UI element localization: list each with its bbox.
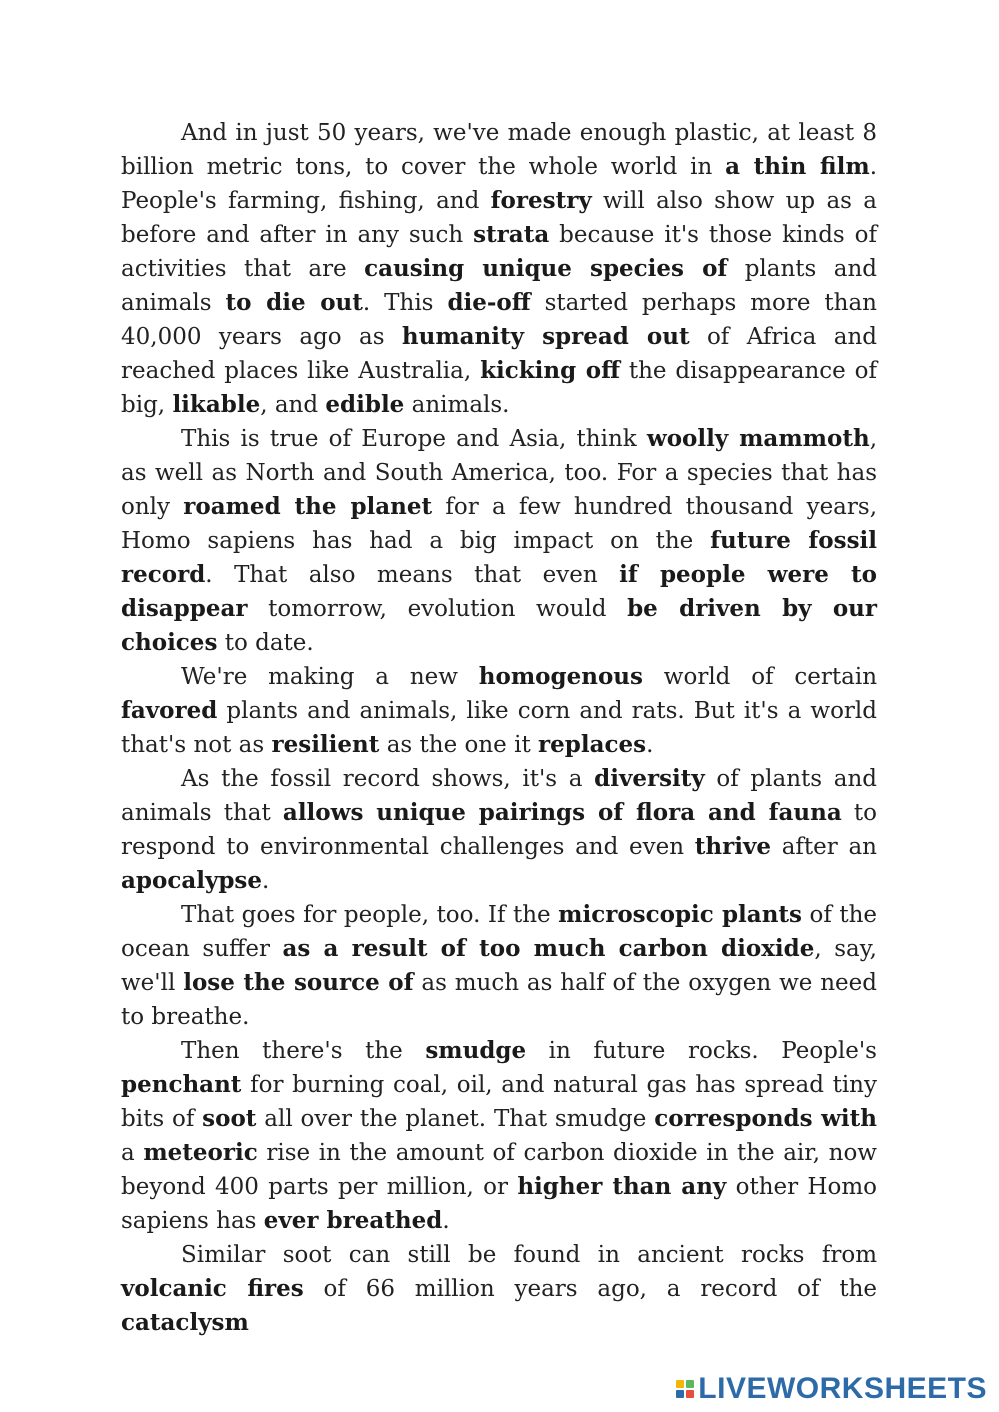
text-run: . That also means that even — [205, 562, 620, 588]
bold-phrase: forestry — [490, 187, 592, 214]
bold-phrase: be driven by our choices — [121, 595, 877, 656]
text-run: We're making a new — [181, 664, 479, 690]
text-run: Then there's the — [181, 1038, 426, 1064]
bold-phrase: roamed the planet — [183, 493, 433, 520]
bold-phrase: higher than any — [517, 1173, 727, 1200]
text-run: Similar soot can still be found in ancient rocks from — [181, 1242, 877, 1268]
text-run: a — [121, 1140, 144, 1166]
text-run: . — [646, 732, 654, 758]
text-run: . — [442, 1208, 450, 1234]
text-run: for a few hundred thousand years, Homo sapiens has had a big impact on the — [121, 494, 878, 554]
bold-phrase: favored — [121, 697, 218, 724]
text-run: will also show up as a before and after in any such — [121, 188, 877, 248]
text-run: , say, we'll — [121, 936, 877, 996]
text-run: As the fossil record shows, it's a — [181, 766, 595, 792]
logo-square-1 — [676, 1380, 684, 1388]
text-run: other Homo sapiens has — [121, 1174, 877, 1234]
text-run: in future rocks. People's — [526, 1038, 877, 1064]
bold-phrase: penchant — [121, 1071, 242, 1098]
liveworksheets-logo-icon — [676, 1380, 694, 1398]
bold-phrase: lose the source of — [183, 969, 414, 996]
bold-phrase: meteoric — [143, 1139, 258, 1166]
text-run: of Africa and reached places like Australia, — [121, 324, 877, 384]
bold-phrase: corresponds with — [654, 1105, 877, 1132]
text-run: because it's those kinds of activities that are — [121, 222, 877, 282]
bold-phrase: as a result of too much carbon dioxide — [282, 935, 815, 962]
text-run: animals. — [404, 392, 510, 418]
bold-phrase: microscopic plants — [558, 901, 802, 928]
bold-phrase: apocalypse — [121, 867, 262, 894]
text-run: . — [262, 868, 270, 894]
bold-phrase: a thin film — [725, 153, 870, 180]
text-run: of plants and animals that — [121, 766, 877, 826]
text-run: started perhaps more than 40,000 years ago as — [121, 290, 877, 350]
text-run: all over the planet. That smudge — [256, 1106, 655, 1132]
bold-phrase: ever breathed — [263, 1207, 443, 1234]
text-run: , and — [260, 392, 326, 418]
text-run: of the ocean suffer — [121, 902, 877, 962]
text-run: rise in the amount of carbon dioxide in the air, now beyond 400 parts per million, or — [121, 1140, 877, 1200]
text-run: world of certain — [642, 664, 878, 690]
bold-phrase: volcanic fires — [121, 1275, 304, 1302]
paragraph — [121, 116, 877, 422]
text-run: That goes for people, too. If the — [181, 902, 559, 928]
text-run: the disappearance of big, — [121, 358, 877, 418]
bold-phrase: likable — [172, 391, 261, 418]
text-run: plants and animals, like corn and rats. But it's a world that's not as — [121, 698, 877, 758]
bold-phrase: replaces — [538, 731, 647, 758]
bold-phrase: thrive — [694, 833, 771, 860]
logo-square-3 — [676, 1390, 684, 1398]
text-run: as the one it — [379, 732, 539, 758]
bold-phrase: soot — [202, 1105, 257, 1132]
reading-text — [121, 116, 877, 1340]
logo-square-2 — [686, 1380, 694, 1388]
brand-name: LIVEWORKSHEETS — [698, 1372, 987, 1405]
text-run: , as well as North and South America, too. For a species that has only — [121, 426, 877, 520]
text-run: And in just 50 years, we've made enough plastic, at least 8 billion metric tons, to cover the whole world in — [121, 120, 877, 180]
text-run: tomorrow, evolution would — [247, 596, 628, 622]
paragraph — [121, 1238, 877, 1340]
text-run: to date. — [217, 630, 314, 656]
bold-phrase: future fossil record — [121, 527, 878, 588]
bold-phrase: die-off — [447, 289, 531, 316]
liveworksheets-brand — [676, 1374, 987, 1404]
paragraph — [121, 762, 877, 898]
bold-phrase: humanity spread out — [401, 323, 690, 350]
text-run: plants and animals — [121, 256, 877, 316]
paragraph — [121, 898, 877, 1034]
bold-phrase: if people were to disappear — [121, 561, 877, 622]
text-run: . People's farming, fishing, and — [121, 154, 877, 214]
paragraph — [121, 1034, 877, 1238]
bold-phrase: to die out — [225, 289, 363, 316]
bold-phrase: homogenous — [478, 663, 643, 690]
bold-phrase: kicking off — [480, 357, 620, 384]
bold-phrase: smudge — [425, 1037, 527, 1064]
text-run: after an — [770, 834, 877, 860]
bold-phrase: allows unique pairings of flora and fauna — [282, 799, 842, 826]
text-run: for burning coal, oil, and natural gas has spread tiny bits of — [121, 1072, 877, 1132]
bold-phrase: strata — [473, 221, 550, 248]
bold-phrase: edible — [325, 391, 405, 418]
bold-phrase: cataclysm — [121, 1309, 249, 1336]
text-run: as much as half of the oxygen we need to breathe. — [121, 970, 878, 1030]
bold-phrase: causing unique species of — [364, 255, 728, 282]
bold-phrase: woolly mammoth — [646, 425, 870, 452]
bold-phrase: diversity — [594, 765, 705, 792]
text-run: to respond to environmental challenges and even — [121, 800, 877, 860]
text-run: This is true of Europe and Asia, think — [181, 426, 647, 452]
text-run: of 66 million years ago, a record of the — [303, 1276, 877, 1302]
text-run: . This — [362, 290, 448, 316]
paragraph — [121, 422, 877, 660]
paragraph — [121, 660, 877, 762]
bold-phrase: resilient — [271, 731, 380, 758]
logo-square-4 — [686, 1390, 694, 1398]
